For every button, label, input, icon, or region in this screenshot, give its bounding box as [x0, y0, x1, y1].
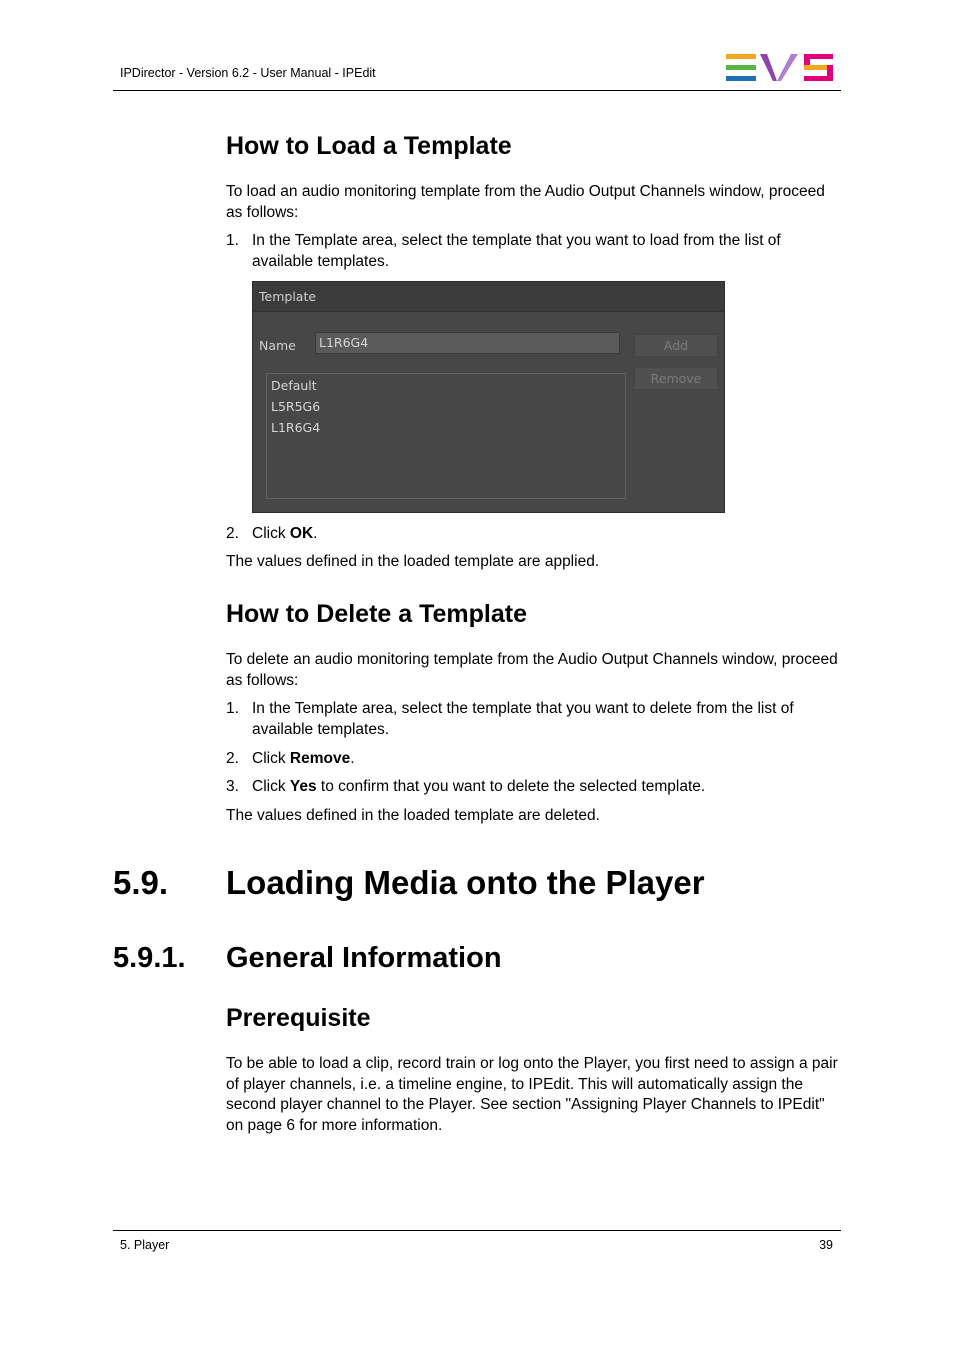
- template-name-input[interactable]: [315, 332, 620, 354]
- prerequisite-text: To be able to load a clip, record train or log onto the Player, you first need to assign a pair of player channels, i.e. a timeline engine, to IPEdit. This will automatically assign the second player channel to the Player. See section "Assigning Player Channels to IPEdit" on page 6 for more information.: [226, 1055, 838, 1134]
- template-list-item[interactable]: L1R6G4: [271, 420, 321, 435]
- step-number: 3.: [226, 778, 239, 795]
- step-text-bold: Remove: [289, 750, 351, 767]
- step-text-pre: Click: [252, 750, 290, 767]
- heading-delete-template: How to Delete a Template: [226, 600, 527, 628]
- delete-result: The values defined in the loaded template are deleted.: [226, 807, 600, 824]
- footer-rule: [113, 1230, 841, 1231]
- template-list-item[interactable]: Default: [271, 378, 317, 393]
- step-number: 2.: [226, 750, 239, 767]
- header-rule: [113, 90, 841, 91]
- template-list-item[interactable]: L5R5G6: [271, 399, 321, 414]
- template-panel-header: [253, 282, 724, 312]
- footer-chapter: 5. Player: [120, 1238, 170, 1252]
- load-result: The values defined in the loaded template are applied.: [226, 553, 600, 570]
- step-text: In the Template area, select the template that you want to load from the list of available templates.: [252, 232, 781, 270]
- logo-v-right: [777, 54, 798, 81]
- delete-intro: To delete an audio monitoring template from the Audio Output Channels window, proceed as follows:: [226, 651, 838, 689]
- load-intro: To load an audio monitoring template from the Audio Output Channels window, proceed as follows:: [226, 183, 825, 221]
- add-button[interactable]: Add: [634, 334, 718, 357]
- name-label: Name: [259, 338, 296, 353]
- logo-bar-3: [726, 76, 756, 81]
- evs-logo: [726, 54, 834, 82]
- page-number: 39: [819, 1238, 833, 1252]
- logo-bar-1: [726, 54, 756, 59]
- template-panel: [252, 281, 725, 513]
- template-name-value: L1R6G4: [319, 335, 369, 350]
- step-text: [252, 777, 841, 798]
- template-panel-title: Template: [259, 289, 317, 304]
- logo-s-bottom: [804, 76, 833, 81]
- step-text: In the Template area, select the template that you want to delete from the list of available templates.: [252, 700, 794, 738]
- step-number: 1.: [226, 700, 239, 717]
- step-text-bold: Yes: [289, 778, 317, 795]
- step-text: [252, 749, 841, 770]
- step-number: 2.: [226, 525, 239, 542]
- subsection-title: General Information: [226, 942, 502, 974]
- step-text-post: .: [313, 525, 318, 542]
- step-text-post: .: [350, 750, 355, 767]
- subsection-number: 5.9.1.: [113, 942, 186, 974]
- section-number: 5.9.: [113, 864, 169, 901]
- remove-button[interactable]: Remove: [634, 367, 718, 390]
- template-list[interactable]: [266, 373, 626, 499]
- heading-load-template: How to Load a Template: [226, 132, 512, 160]
- step-text-pre: Click: [252, 525, 290, 542]
- step-number: 1.: [226, 232, 239, 249]
- step-text: [252, 524, 841, 545]
- step-text-pre: Click: [252, 778, 290, 795]
- heading-prerequisite: Prerequisite: [226, 1004, 371, 1032]
- step-text-post: to confirm that you want to delete the selected template.: [316, 778, 706, 795]
- logo-v-left: [760, 54, 777, 81]
- logo-bar-2: [726, 65, 756, 70]
- header-title: IPDirector - Version 6.2 - User Manual - IPEdit: [120, 66, 376, 80]
- section-title: Loading Media onto the Player: [226, 864, 705, 901]
- step-text-bold: OK: [289, 525, 314, 542]
